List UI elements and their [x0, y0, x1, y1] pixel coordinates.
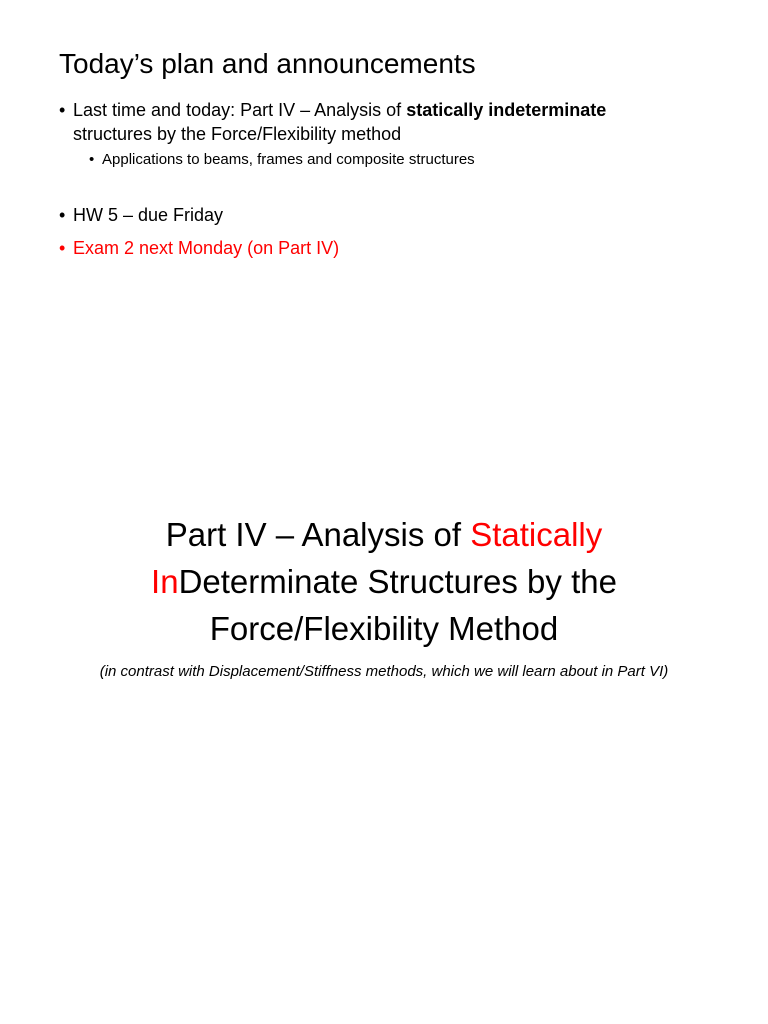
sub-bullet-applications — [89, 150, 475, 170]
bullet-homework — [59, 203, 224, 227]
slide-title: Today’s plan and announcements — [59, 48, 476, 79]
bullet-part-iv — [59, 98, 607, 122]
title-highlight: Statically — [470, 516, 603, 553]
bullet-dot: • — [59, 100, 66, 120]
bullet-dot: • — [59, 205, 66, 225]
title-text: Part IV – Analysis of — [165, 516, 471, 553]
bullet-continuation: structures by the Force/Flexibility method — [73, 124, 402, 144]
bullet-dot: • — [89, 151, 95, 168]
section-title-line-1 — [0, 511, 768, 558]
bullet-dot: • — [59, 238, 66, 258]
bullet-exam — [59, 236, 340, 260]
title-text: Determinate Structures by the — [178, 563, 617, 600]
section-title-line-3: Force/Flexibility Method — [209, 610, 559, 647]
bullet-text: Exam 2 next Monday (on Part IV) — [73, 238, 340, 258]
section-note: (in contrast with Displacement/Stiffness methods, which we will learn about in Part VI) — [99, 663, 669, 680]
title-highlight: In — [151, 563, 179, 600]
section-title — [0, 511, 768, 652]
bullet-bold-text: statically indeterminate — [406, 100, 607, 120]
sub-bullet-text: Applications to beams, frames and composite structures — [102, 151, 475, 168]
bullet-text: HW 5 – due Friday — [73, 205, 224, 225]
section-title-line-2 — [0, 558, 768, 605]
bullet-text: Last time and today: Part IV – Analysis of — [73, 100, 407, 120]
